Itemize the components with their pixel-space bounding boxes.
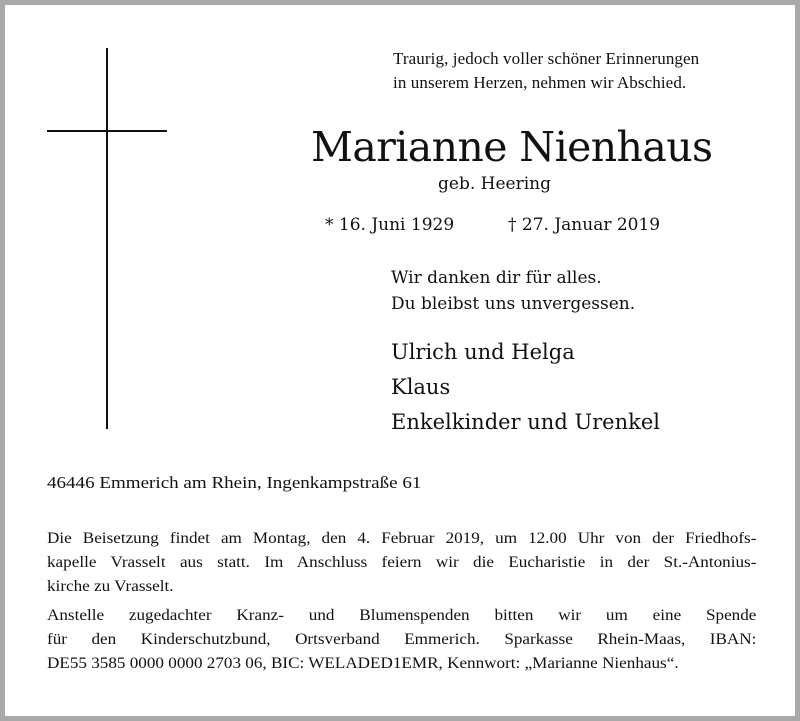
mourners-list <box>391 335 660 440</box>
cross-icon-horizontal <box>47 130 167 132</box>
funeral-line: Die Beisetzung findet am Montag, den 4. Februar 2019, um 12.00 Uhr von der Friedhofs- <box>47 530 757 547</box>
mourner: Ulrich und Helga <box>391 340 575 364</box>
funeral-line: kapelle Vrasselt aus statt. Im Anschluss feiern wir die Eucharistie in der St.-Antonius- <box>47 554 757 571</box>
death-date: † 27. Januar 2019 <box>508 215 661 235</box>
donation-line: für den Kinderschutzbund, Ortsverband Emmerich. Sparkasse Rhein-Maas, IBAN: <box>47 631 757 648</box>
funeral-info <box>47 527 756 599</box>
address: 46446 Emmerich am Rhein, Ingenkampstraße 61 <box>47 473 422 492</box>
motto-line: Traurig, jedoch voller schöner Erinnerungen <box>393 49 700 68</box>
life-dates <box>325 213 661 237</box>
birth-name: geb. Heering <box>438 174 551 194</box>
thanks-text <box>391 265 635 317</box>
deceased-name: Marianne Nienhaus <box>311 123 713 171</box>
donation-info <box>47 604 756 676</box>
birth-date: * 16. Juni 1929 <box>325 215 455 235</box>
donation-line: Anstelle zugedachter Kranz- und Blumenspenden bitten wir um eine Spende <box>47 607 757 624</box>
thanks-line: Wir danken dir für alles. <box>391 268 602 288</box>
funeral-line: kirche zu Vrasselt. <box>47 578 174 595</box>
donation-line: DE55 3585 0000 0000 2703 06, BIC: WELADED1EMR, Kennwort: „Marianne Nienhaus“. <box>47 655 679 672</box>
mourner: Klaus <box>391 375 451 399</box>
motto <box>393 47 699 95</box>
obituary-notice <box>5 5 795 716</box>
mourner: Enkelkinder und Urenkel <box>391 410 661 434</box>
thanks-line: Du bleibst uns unvergessen. <box>391 294 636 314</box>
cross-icon-vertical <box>106 48 108 429</box>
motto-line: in unserem Herzen, nehmen wir Abschied. <box>393 73 687 92</box>
